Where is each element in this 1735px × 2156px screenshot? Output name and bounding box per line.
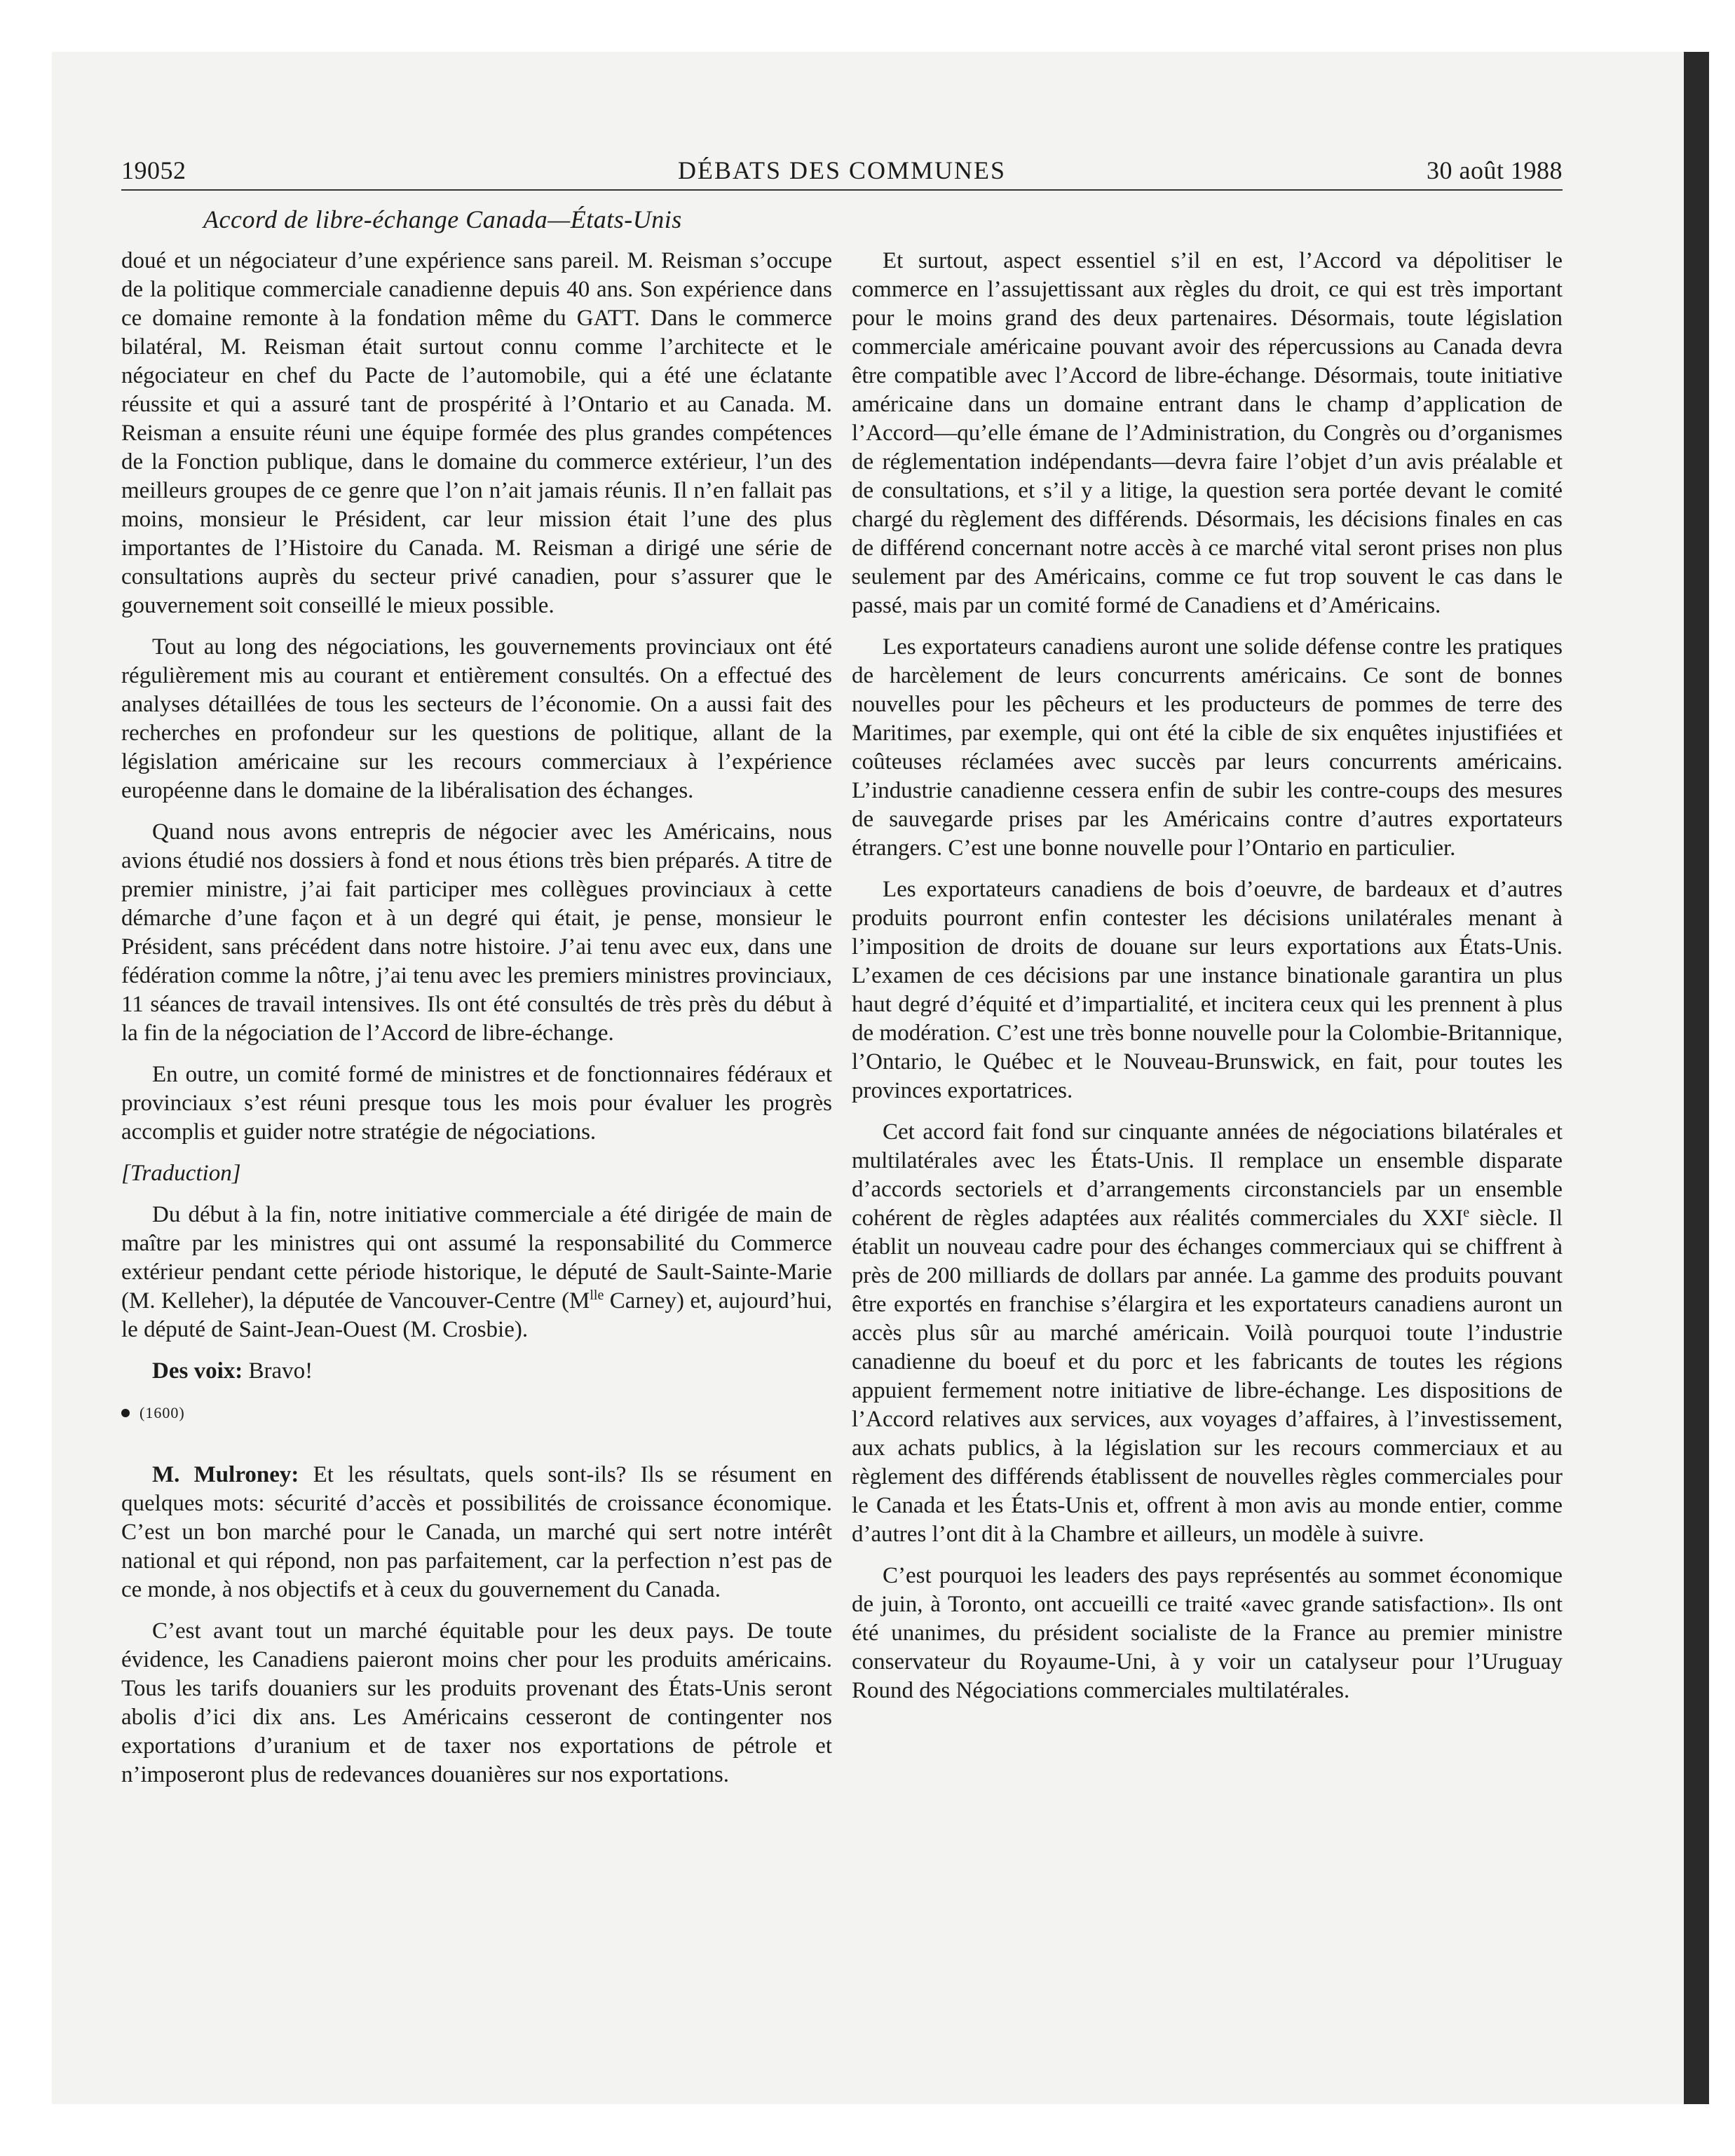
paragraph: Quand nous avons entrepris de négocier avec les Américains, nous avions étudié nos dossiers à fond et nous étions très bien préparés. A titre de premier ministre, j’ai fait participer mes collègues provinciaux à cette démarche d’une façon et à un degré qui était, je pense, monsieur le Président, sans précédent dans notre histoire. J’ai tenu avec eux, dans une fédération comme la nôtre, j’ai tenu avec les premiers ministres provinciaux, 11 séances de travail intensives. Ils ont été consultés de très près du début à la fin de la négociation de l’Accord de libre-échange. <box>121 819 832 1046</box>
speech-text: Bravo! <box>243 1358 313 1384</box>
paragraph <box>121 1201 832 1344</box>
scan-edge-bar <box>1684 52 1709 2104</box>
speech-text: Et les résultats, quels sont-ils? Ils se résument en quelques mots: sécurité d’accès et possibilités de croissance économique. C’est un bon marché pour le Canada, un marché qui sert notre intérêt national et qui répond, non pas parfaitement, car la perfection n’est pas de ce monde, à nos objectifs et à ceux du gouvernement du Canada. <box>121 1462 832 1602</box>
page-header <box>121 156 1563 189</box>
translation-label: [Traduction] <box>121 1161 241 1186</box>
paragraph: Tout au long des négociations, les gouvernements provinciaux ont été régulièrement mis au courant et entièrement consultés. On a effectué des analyses détaillées de tous les secteurs de l’économie. On a aussi fait des recherches en profondeur sur les questions de politique, allant de la législation américaine sur les recours commerciaux à l’expérience européenne dans le domaine de la libéralisation des échanges. <box>121 634 832 803</box>
speaker-line <box>121 1461 832 1604</box>
bullet-icon <box>121 1409 130 1417</box>
page-number: 19052 <box>121 156 186 184</box>
paragraph: En outre, un comité formé de ministres et de fonctionnaires fédéraux et provinciaux s’est réuni presque tous les mois pour évaluer les progrès accomplis et guider notre stratégie de négociations. <box>121 1062 832 1145</box>
superscript: lle <box>590 1288 604 1303</box>
paragraph: Et surtout, aspect essentiel s’il en est, l’Accord va dépolitiser le commerce en l’assujettissant aux règles du droit, ce qui est très important pour le moins grand des deux partenaires. Désormais, toute législation commerciale américaine pouvant avoir des répercussions au Canada devra être compatible avec l’Accord de libre-échange. Désormais, toute initiative américaine dans un domaine entrant dans le champ d’application de l’Accord—qu’elle émane de l’Administration, du Congrès ou d’organismes de réglementation indépendants—devra faire l’objet d’un avis préalable et de consultations, et s’il y a litige, la question sera portée devant le comité chargé du règlement des différends. Désormais, les décisions finales en cas de différend concernant notre accès à ce marché vital seront prises non plus seulement par des Américains, comme ce fut trop souvent le cas dans le passé, mais par un comité formé de Canadiens et d’Américains. <box>852 248 1563 618</box>
header-rule <box>121 189 1563 191</box>
time-marker-text: (1600) <box>140 1404 185 1421</box>
publication-date: 30 août 1988 <box>1427 156 1563 184</box>
paragraph-text: Du début à la fin, notre initiative commerciale a été dirigée de main de maître par les ministres qui ont assumé la responsabilité du Commerce extérieur pendant cette période historique, le député de Sault-Sainte-Marie (M. Kelleher), la députée de Vancouver-Centre (M <box>121 1202 832 1314</box>
paragraph: Les exportateurs canadiens de bois d’oeuvre, de bardeaux et d’autres produits pourront enfin contester les décisions unilatérales menant à l’imposition de droits de douane sur leurs exportations aux États-Unis. L’examen de ces décisions par une instance binationale garantira un plus haut degré d’équité et d’impartialité, et incitera ceux qui les prennent à plus de modération. C’est une très bonne nouvelle pour la Colombie-Britannique, l’Ontario, le Québec et le Nouveau-Brunswick, en fait, pour toutes les provinces exportatrices. <box>852 877 1563 1103</box>
paragraph: doué et un négociateur d’une expérience sans pareil. M. Reisman s’occupe de la politique commerciale canadienne depuis 40 ans. Son expérience dans ce domaine remonte à la fondation même du GATT. Dans le commerce bilatéral, M. Reisman était surtout connu comme l’architecte et le négociateur en chef du Pacte de l’automobile, qui a été une éclatante réussite et qui a assuré tant de prospérité à l’Ontario et au Canada. M. Reisman a ensuite réuni une équipe formée des plus grandes compétences de la Fonction publique, dans le domaine du commerce extérieur, l’un des meilleurs groupes de ce genre que l’on n’ait jamais réunis. Il n’en fallait pas moins, monsieur le Président, car leur mission était l’une des plus importantes de l’Histoire du Canada. M. Reisman a dirigé une série de consultations auprès du secteur privé canadien, pour s’assurer que le gouvernement soit conseillé le mieux possible. <box>121 248 832 618</box>
paragraph: C’est pourquoi les leaders des pays représentés au sommet économique de juin, à Toronto, ont accueilli ce traité «avec grande satisfaction». Ils ont été unanimes, du président socialiste de la France au premier ministre conservateur du Royaume-Uni, à y voir un catalyseur pour l’Uruguay Round des Négociations commerciales multilatérales. <box>852 1563 1563 1703</box>
speaker-line <box>121 1357 832 1386</box>
section-subheader: Accord de libre-échange Canada—États-Unis <box>203 205 682 233</box>
speaker-name: M. Mulroney: <box>152 1462 299 1487</box>
paragraph-text: Carney) et, aujourd’hui, le député de Saint-Jean-Ouest (M. Crosbie). <box>121 1288 833 1342</box>
speaker-name: Des voix: <box>152 1358 243 1384</box>
paragraph: Les exportateurs canadiens auront une solide défense contre les pratiques de harcèlement de leurs concurrents américains. Ce sont de bonnes nouvelles pour les pêcheurs et les producteurs de pommes de terre des Maritimes, par exemple, qui ont été la cible de six enquêtes injustifiées et coûteuses réclamées avec succès par leurs concurrents américains. L’industrie canadienne cessera enfin de subir les contre-coups des mesures de sauvegarde prises par les Américains contre d’autres exportateurs étrangers. C’est une bonne nouvelle pour l’Ontario en particulier. <box>852 634 1563 861</box>
paragraph-text: siècle. Il établit un nouveau cadre pour des échanges commerciaux qui se chiffrent à près de 200 milliards de dollars par année. La gamme des produits pouvant être exportés en franchise s’élargira et les exportateurs canadiens auront un accès plus sûr au marché américain. Voilà pourquoi toute l’industrie canadienne du boeuf et du porc et les fabricants de toutes les régions appuient fermement notre initiative de libre-échange. Les dispositions de l’Accord relatives aux services, aux voyages d’affaires, à l’investissement, aux achats publics, à la législation sur les recours commerciaux et au règlement des différends établissent de nouvelles règles commerciales pour le Canada et les États-Unis et, offrent à mon avis au monde entier, comme d’autres l’ont dit à la Chambre et ailleurs, un modèle à suivre. <box>852 1206 1563 1547</box>
right-column <box>852 247 1563 1718</box>
paragraph: C’est avant tout un marché équitable pour les deux pays. De toute évidence, les Canadiens paieront moins cher pour les produits américains. Tous les tarifs douaniers sur les produits provenant des États-Unis seront abolis d’ici dix ans. Les Américains cesseront de contingenter nos exportations d’uranium et de taxer nos exportations de pétrole et n’imposeront plus de redevances douanières sur nos exportations. <box>121 1618 832 1787</box>
publication-title: DÉBATS DES COMMUNES <box>677 156 1007 184</box>
time-marker <box>121 1398 832 1427</box>
left-column <box>121 247 832 1802</box>
paragraph-text: Cet accord fait fond sur cinquante années de négociations bilatérales et multilatérales avec les États-Unis. Il remplace un ensemble disparate d’accords sectoriels et d’arrangements circonstanciels par un ensemble cohérent de règles adaptées aux réalités commerciales du XXI <box>852 1119 1563 1231</box>
paragraph <box>852 1118 1563 1549</box>
superscript: e <box>1463 1205 1470 1220</box>
